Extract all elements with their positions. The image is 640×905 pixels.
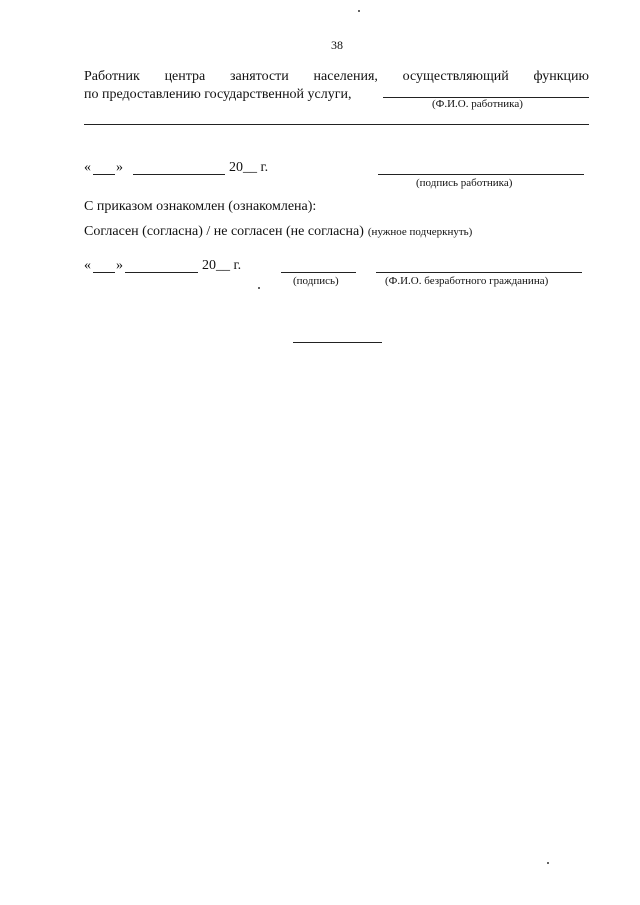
agreement-note: (нужное подчеркнуть) xyxy=(367,226,473,238)
citizen-signature-caption: (подпись) xyxy=(293,275,339,287)
date-day-line xyxy=(93,174,115,175)
date-year: 20__ г. xyxy=(229,160,269,175)
header-word: Работник xyxy=(84,69,140,84)
date-open-quote-2: « xyxy=(84,258,91,273)
worker-signature-caption: (подпись работника) xyxy=(416,177,513,189)
citizen-signature-line xyxy=(281,272,356,273)
header-word: осуществляющий xyxy=(402,69,509,84)
scan-speck xyxy=(258,287,260,289)
worker-signature-line xyxy=(378,174,584,175)
citizen-fio-caption: (Ф.И.О. безработного гражданина) xyxy=(385,275,549,287)
full-width-line xyxy=(84,124,589,125)
header-word: населения, xyxy=(313,69,378,84)
closing-separator xyxy=(293,342,382,343)
acknowledged-text: С приказом ознакомлен (ознакомлена): xyxy=(84,199,317,214)
header-line-1 xyxy=(84,69,589,85)
date-open-quote: « xyxy=(84,160,91,175)
date-close-quote-2: » xyxy=(116,258,123,273)
date-close-quote: » xyxy=(116,160,123,175)
date-month-line-2 xyxy=(125,272,198,273)
header-word: занятости xyxy=(229,69,289,84)
date-day-line-2 xyxy=(93,272,115,273)
scan-speck xyxy=(358,10,360,12)
scan-speck xyxy=(547,862,549,864)
page-number: 38 xyxy=(331,38,343,52)
header-word: функцию xyxy=(533,69,589,84)
date-year-2: 20__ г. xyxy=(202,258,242,273)
agreement-text: Согласен (согласна) / не согласен (не согласна) xyxy=(84,224,364,239)
header-word: центра xyxy=(164,69,206,84)
agreement-line xyxy=(84,222,472,240)
header-line-2: по предоставлению государственной услуги, xyxy=(84,87,352,102)
citizen-fio-line xyxy=(376,272,582,273)
date-month-line xyxy=(133,174,225,175)
fio-worker-caption: (Ф.И.О. работника) xyxy=(432,98,523,110)
